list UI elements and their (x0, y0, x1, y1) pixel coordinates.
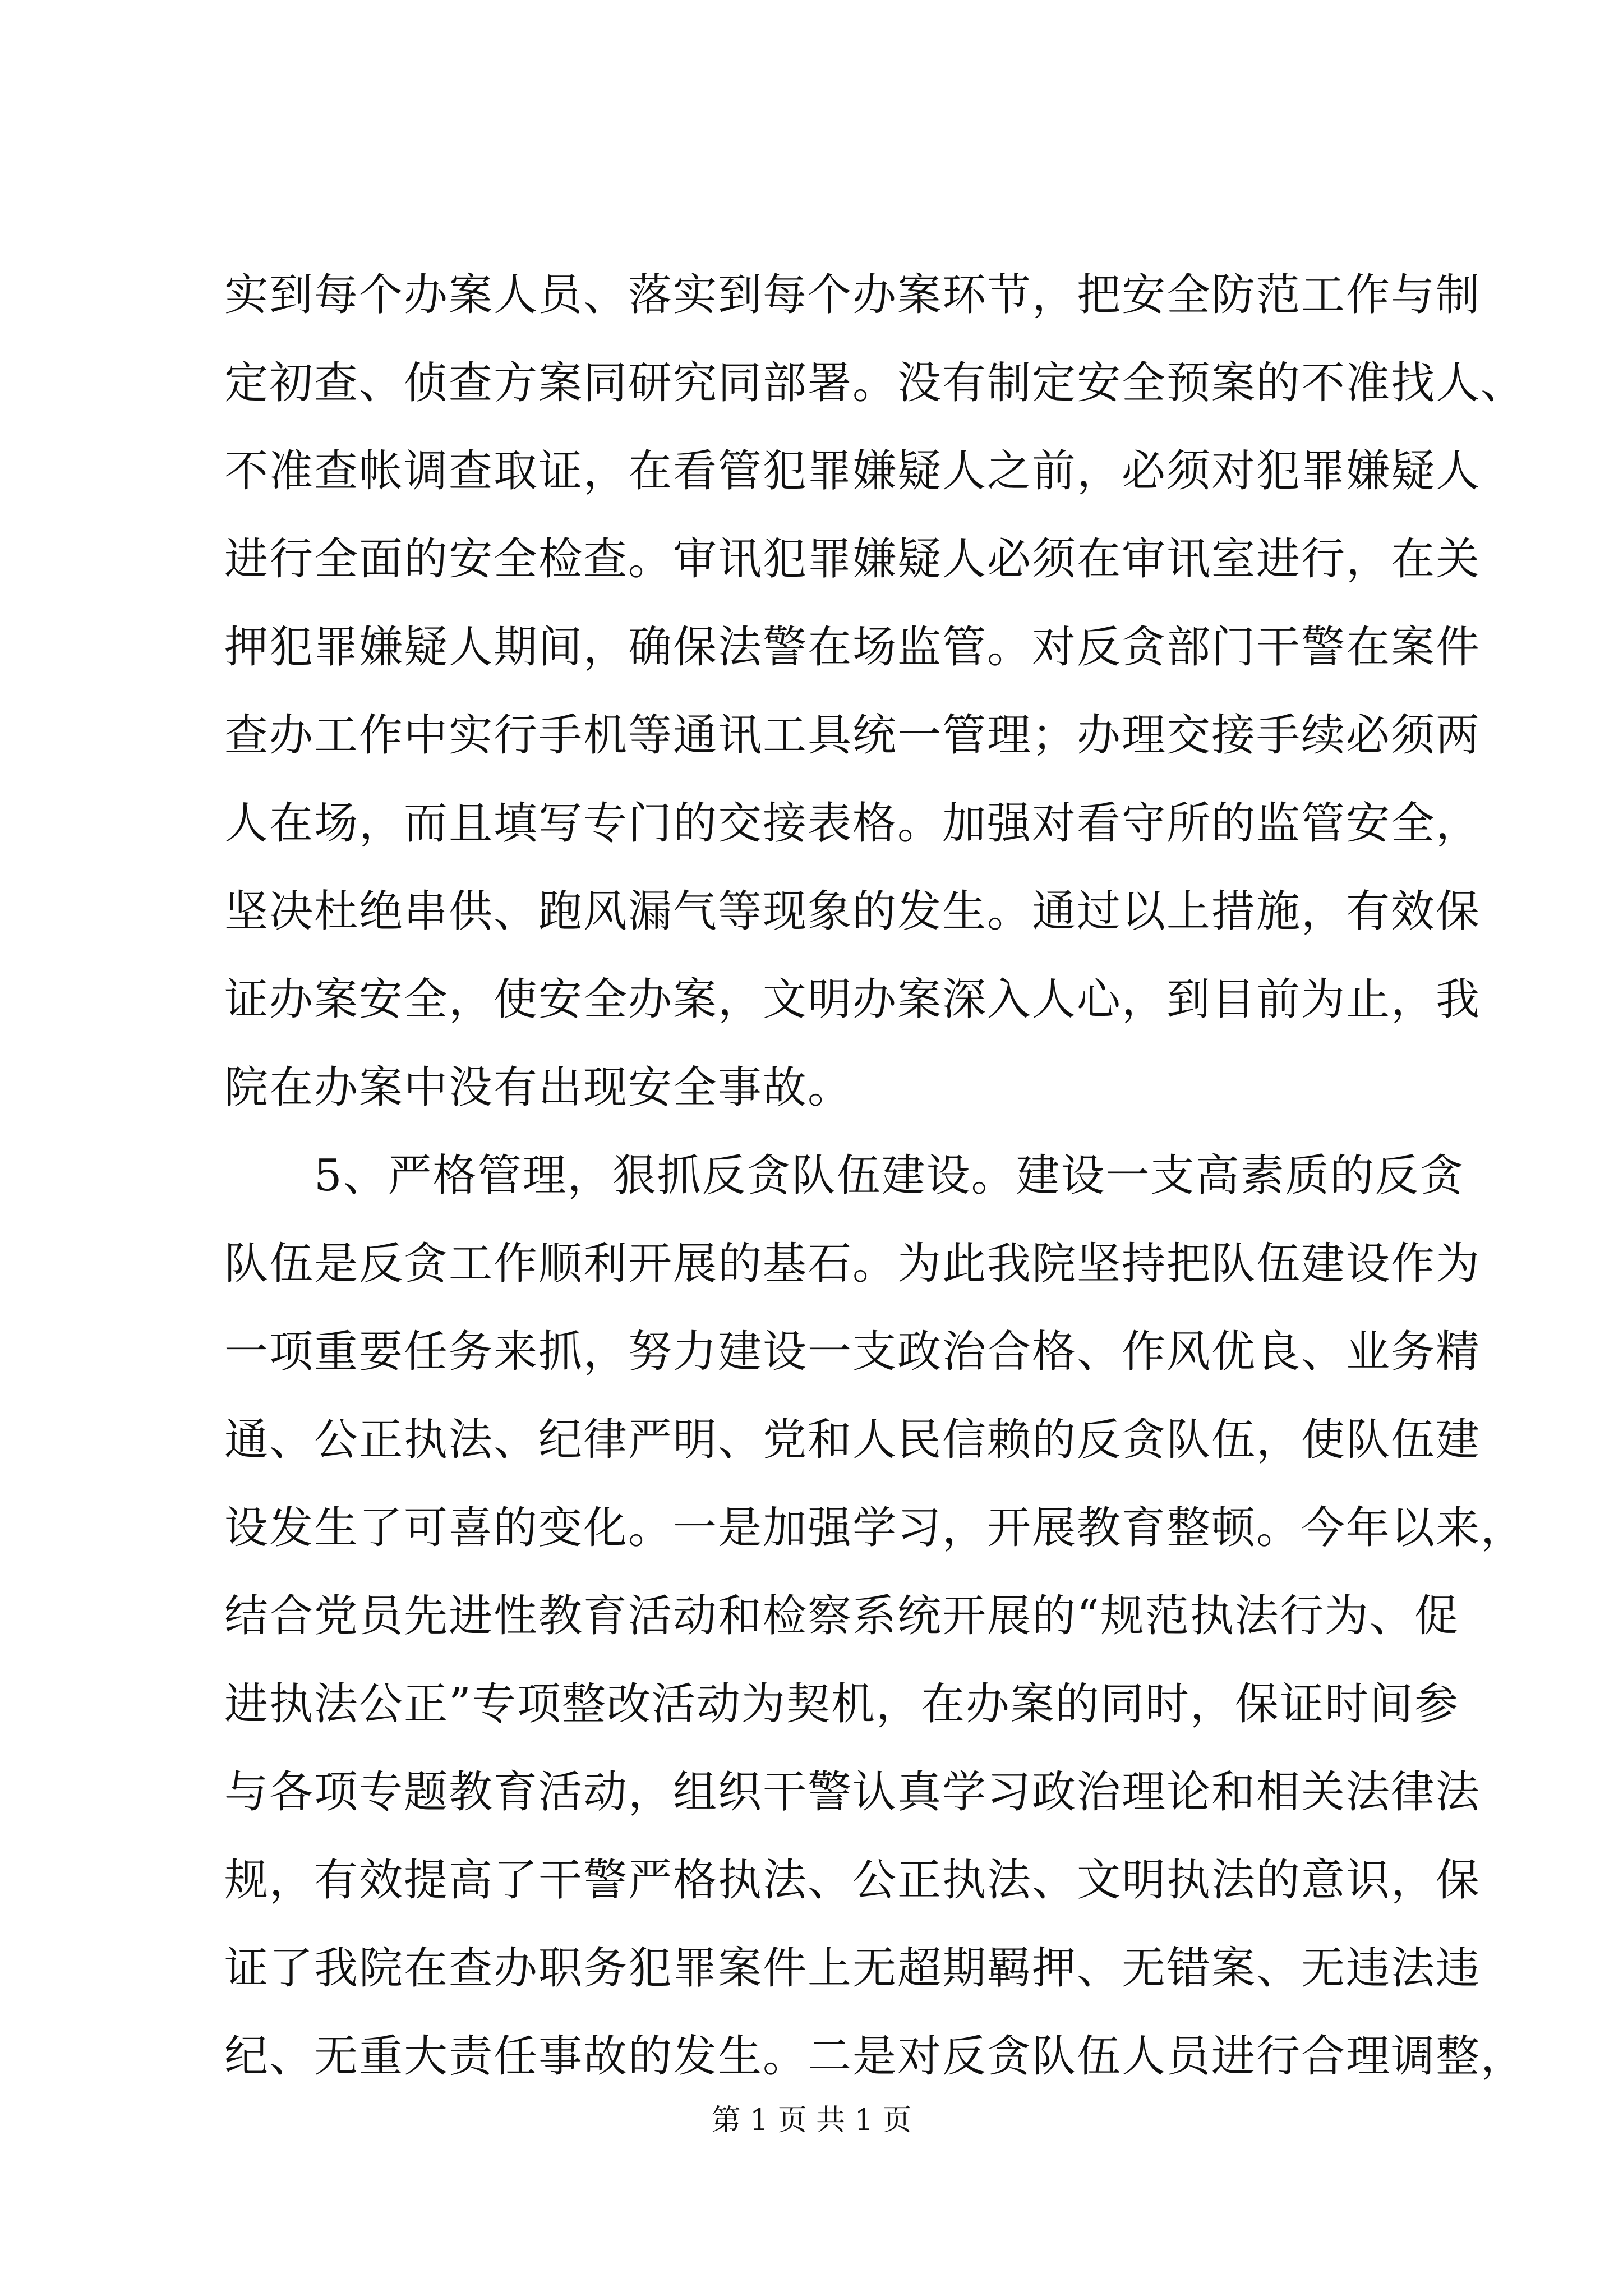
text-line: 证了我院在查办职务犯罪案件上无超期羁押、无错案、无违法违 (224, 1943, 1481, 1994)
text-line: 纪、无重大责任事故的发生。二是对反贪队伍人员进行合理调整， (224, 2031, 1526, 2082)
text-line: 结合党员先进性教育活动和检察系统开展的“规范执法行为、促 (224, 1591, 1459, 1641)
text-line: 人在场，而且填写专门的交接表格。加强对看守所的监管安全， (224, 798, 1481, 849)
text-line: 设发生了可喜的变化。一是加强学习，开展教育整顿。今年以来， (224, 1503, 1526, 1553)
text-line: 查办工作中实行手机等通讯工具统一管理；办理交接手续必须两 (224, 710, 1481, 761)
text-line: 定初查、侦查方案同研究同部署。没有制定安全预案的不准找人、 (224, 358, 1526, 408)
text-line: 押犯罪嫌疑人期间，确保法警在场监管。对反贪部门干警在案件 (224, 622, 1481, 673)
text-line: 队伍是反贪工作顺利开展的基石。为此我院坚持把队伍建设作为 (224, 1239, 1481, 1289)
text-line: 通、公正执法、纪律严明、党和人民信赖的反贪队伍，使队伍建 (224, 1415, 1481, 1465)
text-line: 坚决杜绝串供、跑风漏气等现象的发生。通过以上措施，有效保 (224, 886, 1481, 937)
text-line: 进执法公正”专项整改活动为契机，在办案的同时，保证时间参 (224, 1679, 1459, 1729)
text-line: 证办案安全，使安全办案，文明办案深入人心，到目前为止，我 (224, 974, 1481, 1025)
text-line: 院在办案中没有出现安全事故。 (224, 1062, 853, 1113)
text-line: 一项重要任务来抓，努力建设一支政治合格、作风优良、业务精 (224, 1327, 1481, 1377)
text-line: 实到每个办案人员、落实到每个办案环节，把安全防范工作与制 (224, 270, 1481, 320)
document-body (224, 251, 1526, 2101)
page-number-footer: 第 1 页 共 1 页 (711, 2104, 912, 2137)
text-line: 与各项专题教育活动，组织干警认真学习政治理论和相关法律法 (224, 1767, 1481, 1818)
text-line: 5、严格管理，狠抓反贪队伍建设。建设一支高素质的反贪 (224, 1151, 1465, 1201)
text-line: 进行全面的安全检查。审讯犯罪嫌疑人必须在审讯室进行，在关 (224, 534, 1481, 585)
text-line: 规，有效提高了干警严格执法、公正执法、文明执法的意识，保 (224, 1855, 1481, 1906)
text-line: 不准查帐调查取证，在看管犯罪嫌疑人之前，必须对犯罪嫌疑人 (224, 446, 1481, 496)
